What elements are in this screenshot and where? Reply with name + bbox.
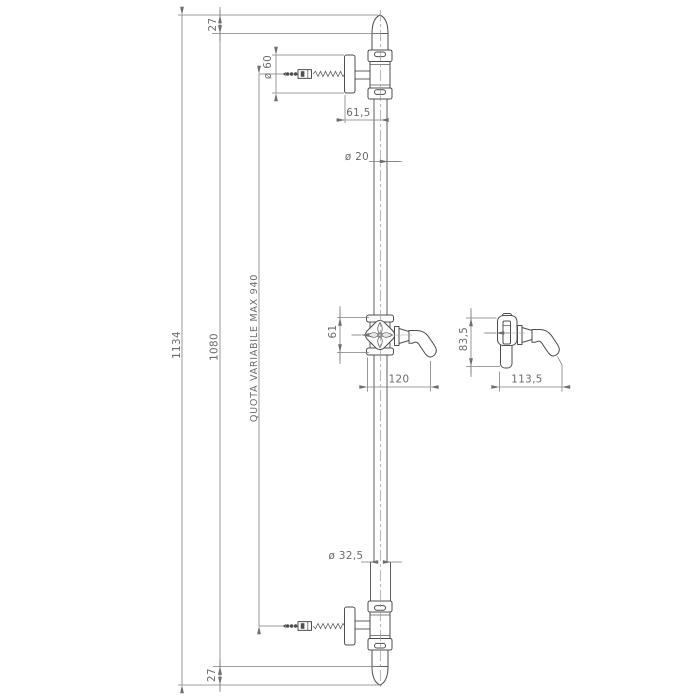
dim-lower-tube-diameter: ø 32,5: [328, 550, 364, 562]
side-view-detail: [498, 314, 560, 369]
side-holder-handle: [518, 326, 560, 357]
dim-slider-height: 61: [327, 324, 339, 339]
dim-side-reach: 113,5: [511, 373, 543, 386]
dim-mount-span: 1080: [208, 333, 221, 361]
dim-upper-tube-diameter: ø 20: [344, 151, 370, 163]
bottom-wall-mount: [283, 601, 393, 685]
dim-flange-diameter: ø 60: [262, 54, 274, 80]
top-wall-mount: [283, 15, 393, 99]
dim-overall-height: 1134: [171, 331, 183, 359]
dim-side-height: 83,5: [458, 326, 470, 352]
dimension-labels: [171, 18, 543, 682]
dim-front-reach: 120: [388, 373, 410, 386]
dim-variable-quota: QUOTA VARIABILE MAX 940: [249, 273, 260, 423]
dim-top-offset: 27: [207, 17, 219, 32]
dim-wall-distance: 61,5: [346, 107, 371, 119]
slider-assembly: [363, 315, 436, 357]
front-holder-handle: [395, 327, 437, 358]
dim-bottom-offset: 27: [206, 668, 218, 682]
rail-column: [283, 15, 560, 685]
